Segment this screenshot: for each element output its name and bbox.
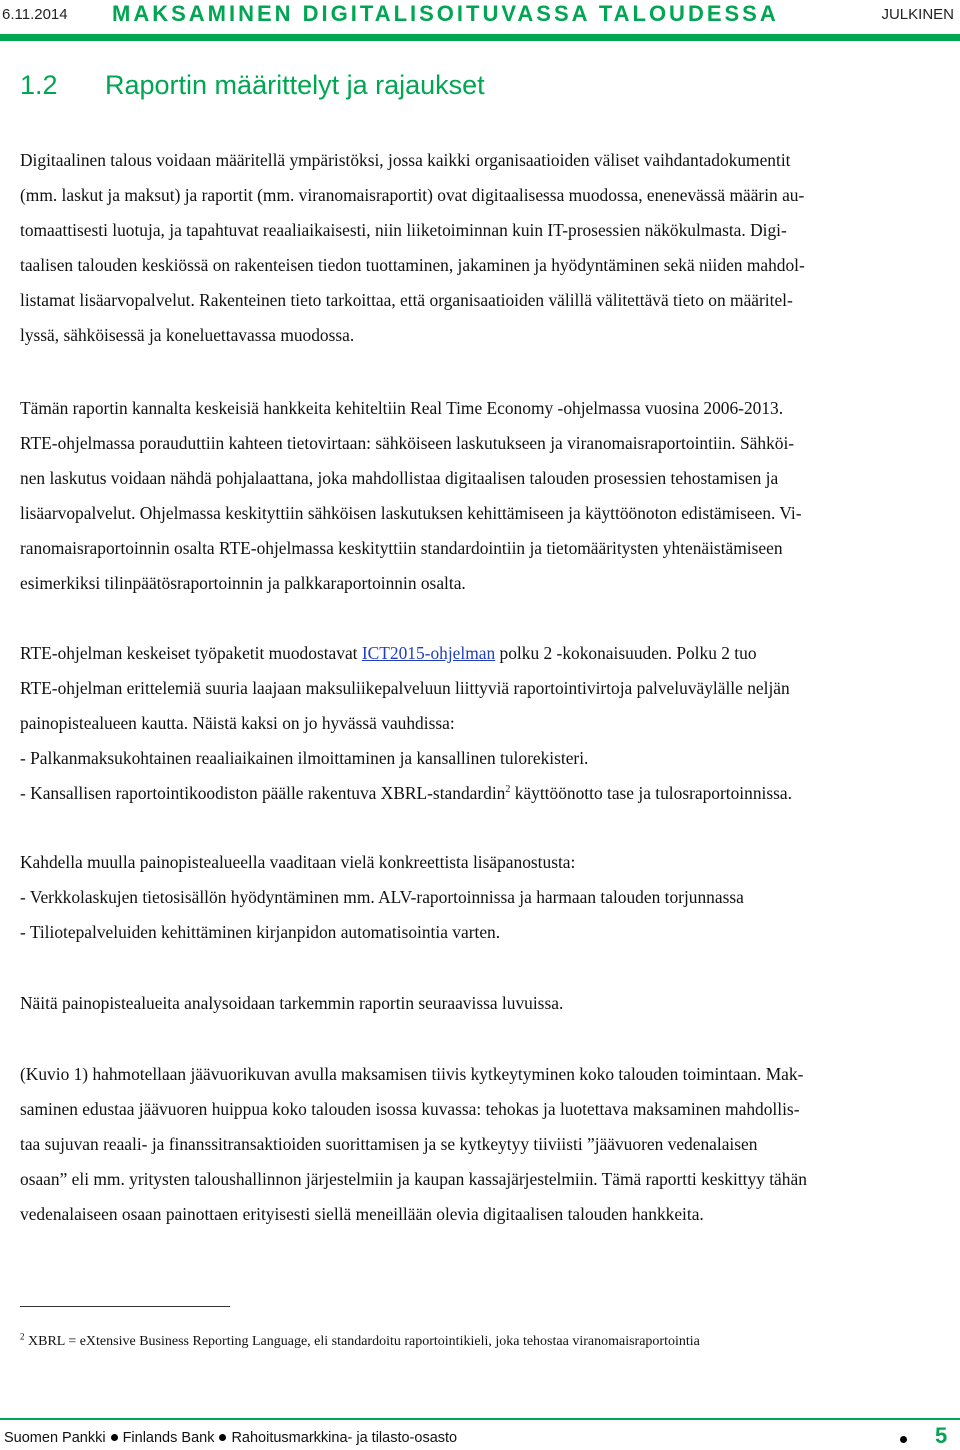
bullet-icon — [111, 1434, 118, 1441]
paragraph-focus-areas — [20, 845, 940, 950]
text-line: Tämän raportin kannalta keskeisiä hankkeita kehiteltiin Real Time Economy -ohjelmassa vuosina 2006-2013. — [20, 398, 784, 418]
text-line: esimerkiksi tilinpäätösraportoinnin ja palkkaraportoinnin osalta. — [20, 573, 466, 593]
bullet-icon — [219, 1434, 226, 1441]
text-line: Kahdella muulla painopistealueella vaaditaan vielä konkreettista lisäpanostusta: — [20, 852, 576, 872]
paragraph-iceberg — [20, 1057, 940, 1232]
text-line: taalisen talouden keskiössä on rakenteisen tiedon tuottaminen, jakaminen ja hyödyntäminen sekä niiden mahdol- — [20, 255, 805, 275]
page-footer — [0, 1418, 960, 1450]
header-date: 6.11.2014 — [2, 6, 68, 23]
footnote-divider — [20, 1306, 230, 1307]
text-line: tomaattisesti luotuja, ja tapahtuvat reaaliaikaisesti, niin liiketoiminnan kuin IT-prosessien näkökulmasta. Digi- — [20, 220, 787, 240]
text-line: vedenalaiseen osaan painottaen erityisesti siellä meneillään olevia digitaalisen talouden hankkeita. — [20, 1204, 704, 1224]
list-item: - Kansallisen raportointikoodiston päälle rakentuva XBRL-standardin$^2$ käyttöönotto tase ja tulosraportoinnissa. — [20, 783, 792, 803]
text-line: osaan” eli mm. yritysten taloushallinnon järjestelmiin ja kaupan kassajärjestelmiin. Tämä raportti keskittyy tähän — [20, 1169, 807, 1189]
header-title: MAKSAMINEN DIGITALISOITUVASSA TALOUDESSA — [112, 1, 779, 26]
section-title: Raportin määrittelyt ja rajaukset — [105, 70, 485, 100]
page-number: 5 — [935, 1423, 948, 1448]
text-line: lisäarvopalvelut. Ohjelmassa keskityttiin sähköisen laskutuksen kehittämiseen ja käyttöönoton edistämiseen. Vi- — [20, 503, 802, 523]
footnote-mark: 2 — [20, 1331, 25, 1342]
text-line: nen laskutus voidaan nähdä pohjalaattana, joka mahdollistaa digitaalisen talouden prosessien tehostamisen ja — [20, 468, 779, 488]
paragraph-rte-program — [20, 391, 940, 601]
footer-text — [4, 1430, 457, 1446]
text-line: lyssä, sähköisessä ja koneluettavassa muodossa. — [20, 325, 355, 345]
footnote-ref: 2 — [505, 784, 511, 796]
text-line: ranomaisraportoinnin osalta RTE-ohjelmassa keskityttiin standardointiin ja tietomääritysten yhtenäistämiseen — [20, 538, 783, 558]
text-line: (Kuvio 1) hahmotellaan jäävuorikuvan avulla maksamisen tiivis kytkeytyminen koko talouden toimintaan. Mak- — [20, 1064, 804, 1084]
page-header — [0, 0, 960, 30]
footer-divider — [0, 1418, 960, 1420]
text-line: Näitä painopistealueita analysoidaan tarkemmin raportin seuraavissa luvuissa. — [20, 993, 564, 1013]
text-line: RTE-ohjelmassa porauduttiin kahteen tietovirtaan: sähköiseen laskutukseen ja viranomaisraportointiin. Sähköi- — [20, 433, 795, 453]
list-item: - Palkanmaksukohtainen reaaliaikainen ilmoittaminen ja kansallinen tulorekisteri. — [20, 748, 589, 768]
text-line: RTE-ohjelman erittelemiä suuria laajaan maksuliikepalveluun liittyviä raportointivirtoja palveluväylälle neljän — [20, 678, 790, 698]
text-line: listamat lisäarvopalvelut. Rakenteinen tieto tarkoittaa, että organisaatioiden välillä välitettävä tieto on määritel- — [20, 290, 793, 310]
footnote-text: XBRL = eXtensive Business Reporting Language, eli standardoitu raportointikieli, joka tehostaa viranomaisraportointia — [24, 1334, 700, 1349]
bullet-icon — [900, 1436, 907, 1443]
text-line: taa sujuvan reaali- ja finanssitransaktioiden suorittamisen ja se kytkeytyy tiiviisti ”jäävuoren vedenalaisen — [20, 1134, 758, 1154]
text-line: saminen edustaa jäävuoren huippua koko talouden isossa kuvassa: tehokas ja luotettava maksaminen mahdollis- — [20, 1099, 800, 1119]
section-number: 1.2 — [20, 70, 58, 100]
text-line: RTE-ohjelman keskeiset työpaketit muodostavat ICT2015-ohjelman polku 2 -kokonaisuuden. Polku 2 tuo — [20, 643, 757, 663]
text-line: Digitaalinen talous voidaan määritellä ympäristöksi, jossa kaikki organisaatioiden väliset vaihdantadokumentit — [20, 150, 791, 170]
list-item: - Tiliotepalveluiden kehittäminen kirjanpidon automatisointia varten. — [20, 922, 501, 942]
header-divider — [0, 34, 960, 41]
footer-org-sv: Finlands Bank — [122, 1430, 215, 1446]
footer-department: Rahoitusmarkkina- ja tilasto-osasto — [231, 1430, 458, 1446]
text-line: painopistealueen kautta. Näistä kaksi on jo hyvässä vauhdissa: — [20, 713, 455, 733]
paragraph-work-packages — [20, 636, 940, 811]
ict2015-link[interactable]: ICT2015-ohjelman — [361, 643, 496, 663]
section-heading — [20, 70, 485, 101]
text-line: (mm. laskut ja maksut) ja raportit (mm. viranomaisraportit) ovat digitaalisessa muodossa, enenevässä määrin au- — [20, 185, 805, 205]
paragraph-digital-economy — [20, 143, 940, 353]
footnote — [20, 1331, 700, 1350]
header-status: JULKINEN — [881, 6, 954, 23]
footer-org-fi: Suomen Pankki — [4, 1430, 106, 1446]
paragraph-analysis — [20, 986, 940, 1021]
list-item: - Verkkolaskujen tietosisällön hyödyntäminen mm. ALV-raportoinnissa ja harmaan talouden torjunnassa — [20, 887, 744, 907]
